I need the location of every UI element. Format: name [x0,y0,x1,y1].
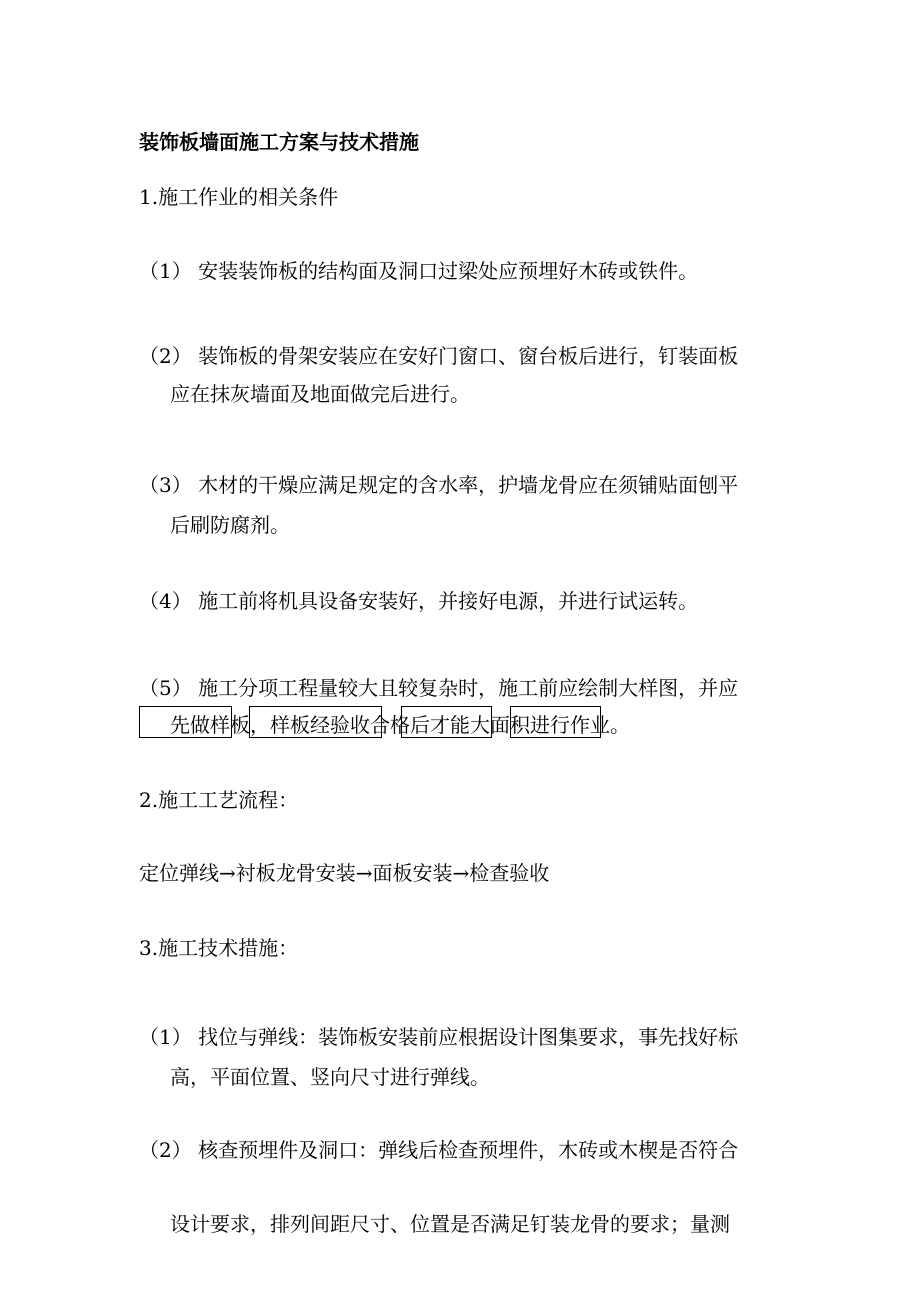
section-3-item-1-continued: 高，平面位置、竖向尺寸进行弹线。 [170,1065,490,1089]
section-3-item-2-continued: 设计要求，排列间距尺寸、位置是否满足钉装龙骨的要求；量测 [170,1212,730,1236]
outline-box-1 [139,706,232,738]
section-3-item-1: （1） 找位与弹线：装饰板安装前应根据设计图集要求，事先找好标 [139,1025,739,1049]
section-1-item-3: （3） 木材的干燥应满足规定的含水率，护墙龙骨应在须铺贴面刨平 [139,473,739,497]
process-flow: 定位弹线→衬板龙骨安装→面板安装→检查验收 [139,861,550,885]
section-3-heading: 3.施工技术措施： [139,936,299,960]
document-title: 装饰板墙面施工方案与技术措施 [139,130,419,154]
section-1-item-2-continued: 应在抹灰墙面及地面做完后进行。 [170,382,470,406]
outline-box-2 [249,706,382,738]
section-2-heading: 2.施工工艺流程： [139,788,299,812]
section-3-item-2: （2） 核查预埋件及洞口：弹线后检查预埋件，木砖或木楔是否符合 [139,1138,739,1162]
section-1-item-3-continued: 后刷防腐剂。 [170,513,290,537]
section-1-item-2: （2） 装饰板的骨架安装应在安好门窗口、窗台板后进行，钉装面板 [139,344,739,368]
section-1-item-4: （4） 施工前将机具设备安装好，并接好电源，并进行试运转。 [139,589,699,613]
section-1-heading: 1.施工作业的相关条件 [139,185,339,209]
outline-box-4 [510,706,601,738]
outline-box-3 [401,706,492,738]
section-1-item-5-continued: 先做样板，样板经验收合格后才能大面积进行作业。 [170,713,630,737]
section-1-item-1: （1） 安装装饰板的结构面及洞口过梁处应预埋好木砖或铁件。 [139,259,699,283]
section-1-item-5: （5） 施工分项工程量较大且较复杂时，施工前应绘制大样图，并应 [139,676,739,700]
